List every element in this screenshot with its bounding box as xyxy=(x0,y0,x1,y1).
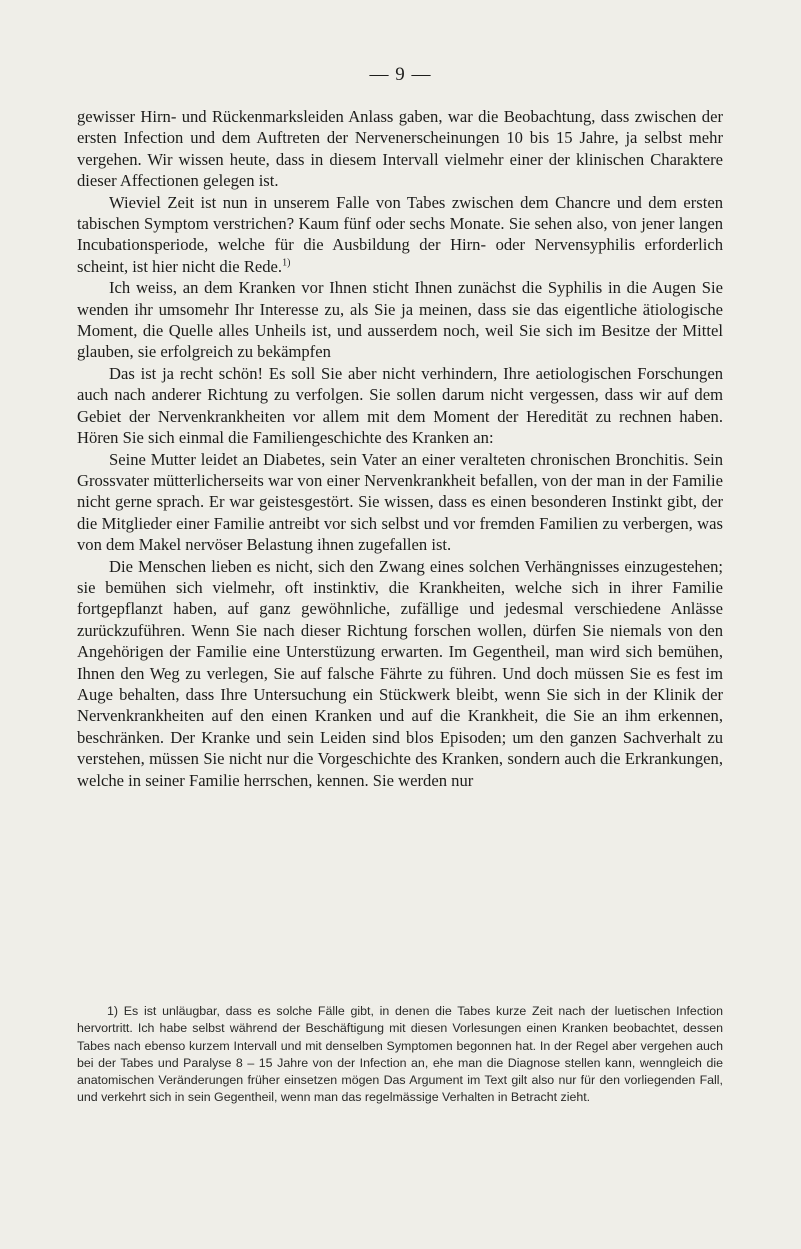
footnote-reference[interactable]: 1) xyxy=(282,257,291,269)
paragraph: Die Menschen lieben es nicht, sich den Zwang eines solchen Verhängnisses einzugestehen; sie bemühen sich vielmehr, oft instinktiv, die Krankheiten, welche sich in ihrer Familie fortgepflanzt haben, auf ganz gewöhnliche, zufällige und jedesmal verschiedene Anlässe zurückzuführen. Wenn Sie nach dieser Richtung forschen wollen, dürfen Sie niemals von den Angehörigen der Familie eine Unterstüzung erwarten. Im Gegentheil, man wird sich bemühen, Ihnen den Weg zu verlegen, Sie auf falsche Fährte zu führen. Und doch müssen Sie es fest im Auge behalten, dass Ihre Untersuchung ein Stückwerk bleibt, wenn Sie sich in der Klinik der Nervenkrankheiten auf den einen Kranken und auf die Krankheit, die Sie an ihm erkennen, beschränken. Der Kranke und sein Leiden sind blos Episoden; um den ganzen Sachverhalt zu verstehen, müssen Sie nicht nur die Vorgeschichte des Kranken, sondern auch die Erkrankungen, welche in seiner Familie herrschen, kennen. Sie werden nur xyxy=(77,556,723,790)
paragraph: gewisser Hirn- und Rückenmarksleiden Anlass gaben, war die Beobachtung, dass zwischen der ersten Infection und dem Auftreten der Nervenerscheinungen 10 bis 15 Jahre, ja selbst mehr vergehen. Wir wissen heute, dass in diesem Intervall vielmehr einer der klinischen Charaktere dieser Affectionen gelegen ist. xyxy=(77,107,723,191)
footnote xyxy=(77,1003,723,1107)
paragraph xyxy=(77,192,723,278)
footnote-text: Es ist unläugbar, dass es solche Fälle gibt, in denen die Tabes kurze Zeit nach der luetischen Infection hervortritt. Ich habe selbst während der Beschäftigung mit diesen Vorlesungen einen Kranken beobachtet, dessen Tabes nach ebenso kurzem Intervall und mit denselben Symptomen begonnen hat. In der Regel aber vergehen auch bei der Tabes und Paralyse 8 – 15 Jahre von der Infection an, ehe man die Diagnose stellen kann, wenngleich die anatomischen Veränderungen früher einsetzen mögen Das Argument im Text gilt also nur für den vorliegenden Fall, und verkehrt sich in sein Gegentheil, wenn man das regelmässige Verhalten in Betracht zieht. xyxy=(77,1004,723,1105)
page-number-header: — 9 — xyxy=(369,64,432,85)
paragraph: Das ist ja recht schön! Es soll Sie aber nicht verhindern, Ihre aetiologischen Forschungen auch nach anderer Richtung zu verfolgen. Sie sollen darum nicht vergessen, dass wir auf dem Gebiet der Nervenkrankheiten vor allem mit dem Moment der Heredität zu rechnen haben. Hören Sie sich einmal die Familiengeschichte des Kranken an: xyxy=(77,363,723,448)
paragraph: Ich weiss, an dem Kranken vor Ihnen sticht Ihnen zunächst die Syphilis in die Augen Sie wenden ihr umsomehr Ihr Interesse zu, als Sie ja meinen, dass sie das eigentliche ätiologische Moment, die Quelle alles Unheils ist, und ausserdem noch, weil Sie sich im Besitze der Mittel glauben, sie erfolgreich zu bekämpfen xyxy=(77,278,723,362)
main-text xyxy=(77,106,723,791)
paragraph: Seine Mutter leidet an Diabetes, sein Vater an einer veralteten chronischen Bronchitis. Sein Grossvater mütterlicherseits war von einer Nervenkrankheit befallen, von der man in der Familie nicht gerne sprach. Er war geistesgestört. Sie wissen, dass es einen besonderen Instinkt gibt, der die Mitglieder einer Familie antreibt vor sich selbst und vor fremden Familien zu verbergen, was von dem Makel nervöser Belastung ihnen zugefallen ist. xyxy=(77,449,723,555)
footnote-paragraph xyxy=(77,1003,723,1107)
footnote-marker: 1) xyxy=(107,1004,119,1018)
paragraph-text: Wieviel Zeit ist nun in unserem Falle von Tabes zwischen dem Chancre und dem ersten tabischen Symptom verstrichen? Kaum fünf oder sechs Monate. Sie sehen also, von jener langen Incubationsperiode, welche für die Ausbildung der Hirn- oder Nervensyphilis erforderlich scheint, ist hier nicht die Rede. xyxy=(77,192,723,276)
